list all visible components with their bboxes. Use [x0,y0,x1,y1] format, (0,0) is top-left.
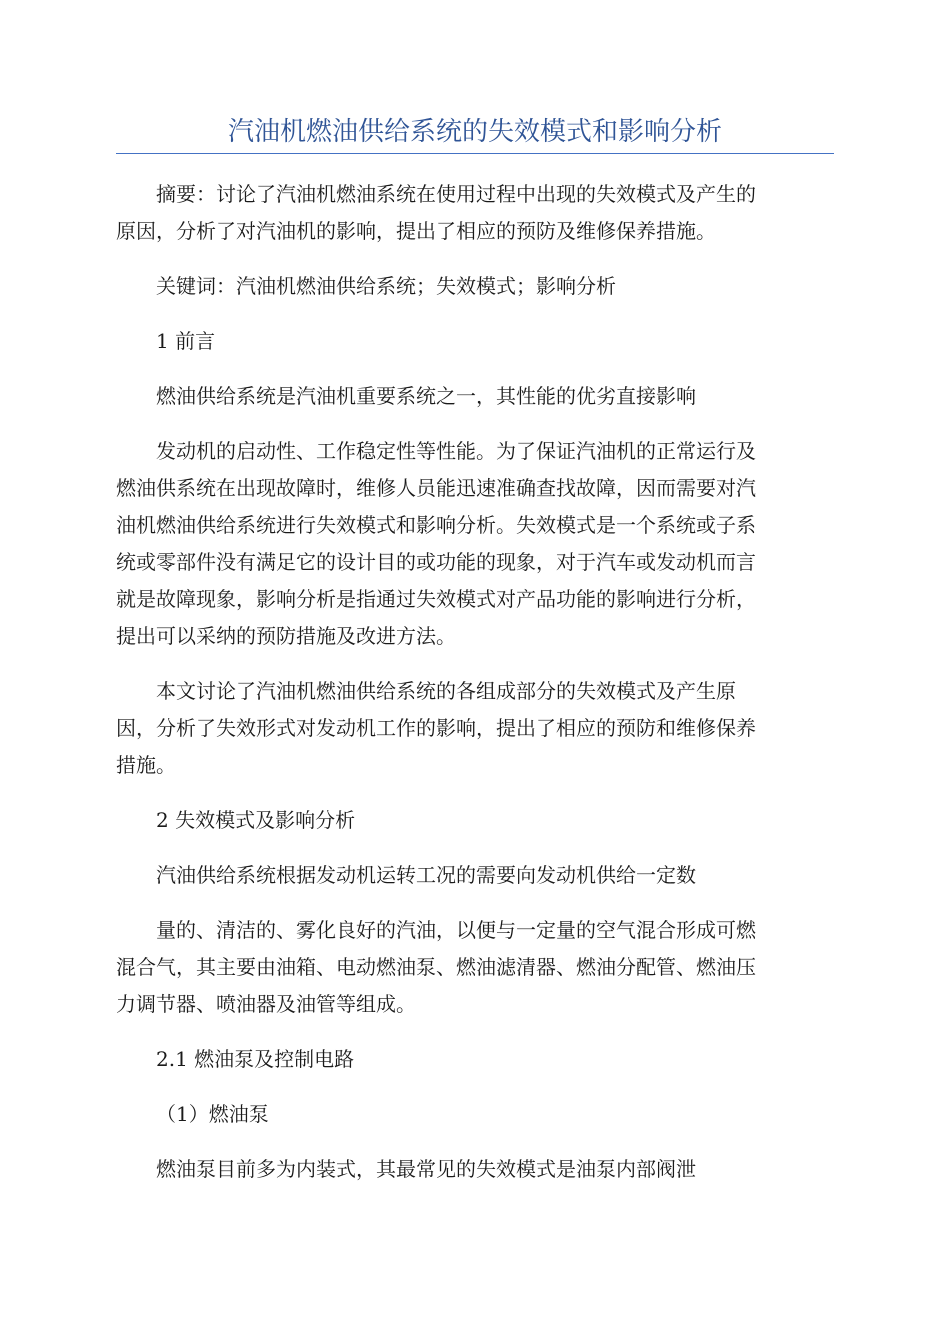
heading-fuel-pump-circuit [116,1041,834,1078]
analysis-p5-line-1: 量的、清洁的、雾化良好的汽油，以便与一定量的空气混合形成可燃 [156,918,756,942]
fuel-pump-paragraph [116,1151,834,1188]
intro-p2-line-6: 提出可以采纳的预防措施及改进方法。 [116,624,456,648]
intro-p2-line-1: 发动机的启动性、工作稳定性等性能。为了保证汽油机的正常运行及 [156,439,756,463]
abstract-paragraph [116,176,834,250]
intro-paragraph-1 [116,378,834,415]
heading-3-text: 2.1 燃油泵及控制电路 [156,1047,355,1071]
analysis-p5-line-3: 力调节器、喷油器及油管等组成。 [116,992,416,1016]
intro-p2-line-5: 就是故障现象，影响分析是指通过失效模式对产品功能的影响进行分析， [116,587,756,611]
heading-fuel-pump [116,1096,834,1133]
intro-p2-line-3: 油机燃油供给系统进行失效模式和影响分析。失效模式是一个系统或子系 [116,513,756,537]
title-underline [116,153,834,154]
intro-p3-line-1: 本文讨论了汽油机燃油供给系统的各组成部分的失效模式及产生原 [156,679,736,703]
abstract-line-1: 摘要：讨论了汽油机燃油系统在使用过程中出现的失效模式及产生的 [156,182,756,206]
intro-p3-line-3: 措施。 [116,753,176,777]
abstract-line-2: 原因，分析了对汽油机的影响，提出了相应的预防及维修保养措施。 [116,219,716,243]
intro-p3-line-2: 因，分析了失效形式对发动机工作的影响，提出了相应的预防和维修保养 [116,716,756,740]
analysis-paragraph-2 [116,912,834,1023]
intro-p2-line-2: 燃油供系统在出现故障时，维修人员能迅速准确查找故障，因而需要对汽 [116,476,756,500]
fuel-pump-p6-line: 燃油泵目前多为内装式，其最常见的失效模式是油泵内部阀泄 [156,1157,696,1181]
analysis-p5-line-2: 混合气，其主要由油箱、电动燃油泵、燃油滤清器、燃油分配管、燃油压 [116,955,756,979]
heading-introduction [116,323,834,360]
document-title: 汽油机燃油供给系统的失效模式和影响分析 [227,117,722,147]
heading-failure-analysis [116,802,834,839]
document-body [116,176,834,1206]
intro-p1-line: 燃油供给系统是汽油机重要系统之一，其性能的优劣直接影响 [156,384,696,408]
intro-paragraph-2 [116,433,834,655]
analysis-p4-line: 汽油供给系统根据发动机运转工况的需要向发动机供给一定数 [156,863,696,887]
keywords-paragraph [116,268,834,305]
intro-p2-line-4: 统或零部件没有满足它的设计目的或功能的现象，对于汽车或发动机而言 [116,550,756,574]
intro-paragraph-3 [116,673,834,784]
heading-2-text: 2 失效模式及影响分析 [156,808,356,832]
heading-4-text: （1）燃油泵 [156,1102,269,1126]
heading-1-text: 1 前言 [156,329,216,353]
keywords-line: 关键词：汽油机燃油供给系统；失效模式；影响分析 [156,274,616,298]
analysis-paragraph-1 [116,857,834,894]
